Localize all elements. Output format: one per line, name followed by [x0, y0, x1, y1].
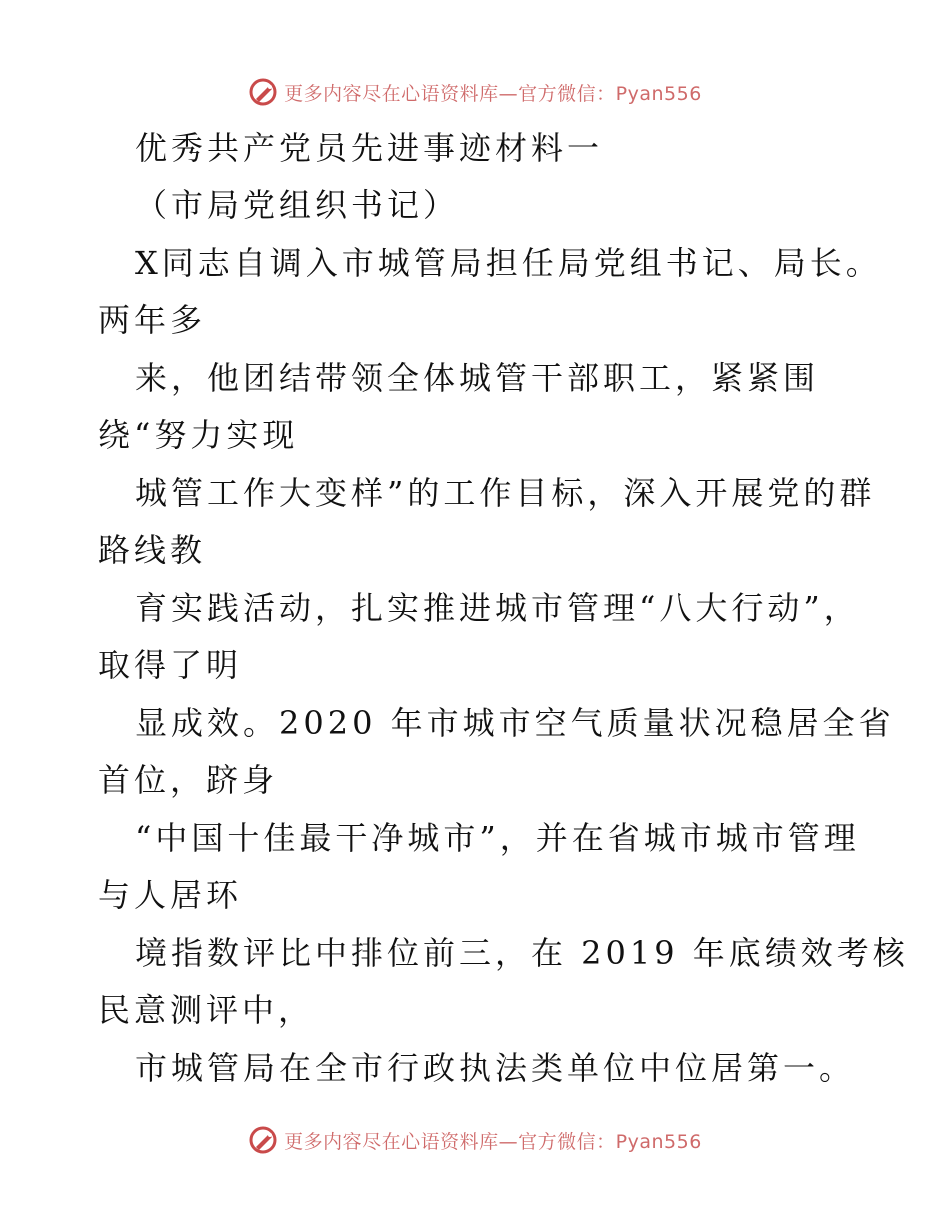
paragraph-line: 显成效。2020 年市城市空气质量状况稳居全省 [135, 704, 895, 742]
paragraph-line: 与人居环 [98, 876, 243, 914]
watermark-text: 更多内容尽在心语资料库—官方微信：Pyan556 [284, 1130, 702, 1153]
paragraph-line: 市城管局在全市行政执法类单位中位居第一。 [135, 1049, 856, 1087]
paragraph-line: 境指数评比中排位前三，在 2019 年底绩效考核 [135, 934, 909, 972]
paragraph-line: 首位，跻身 [98, 761, 279, 799]
header-watermark [0, 72, 950, 112]
paragraph-line: 路线教 [98, 531, 207, 569]
paragraph-line: 两年多 [98, 301, 207, 339]
paragraph-line: 绕“努力实现 [98, 416, 299, 454]
paragraph-line: 取得了明 [98, 646, 243, 684]
paragraph-line: 民意测评中， [98, 991, 315, 1029]
document-title: 优秀共产党员先进事迹材料一 [135, 129, 604, 167]
paragraph-line: 育实践活动，扎实推进城市管理“八大行动”， [135, 589, 860, 627]
document-subtitle: （市局党组织书记） [135, 186, 460, 224]
pen-logo-icon [248, 1125, 278, 1155]
paragraph-line: 来，他团结带领全体城管干部职工，紧紧围 [135, 359, 820, 397]
watermark-text: 更多内容尽在心语资料库—官方微信：Pyan556 [284, 82, 702, 105]
paragraph-line: “中国十佳最干净城市”，并在省城市城市管理 [135, 819, 860, 857]
paragraph-line: 城管工作大变样”的工作目标，深入开展党的群 [135, 474, 876, 512]
paragraph-line: X同志自调入市城管局担任局党组书记、局长。 [135, 244, 882, 282]
footer-watermark [0, 1120, 950, 1160]
pen-logo-icon [248, 77, 278, 107]
